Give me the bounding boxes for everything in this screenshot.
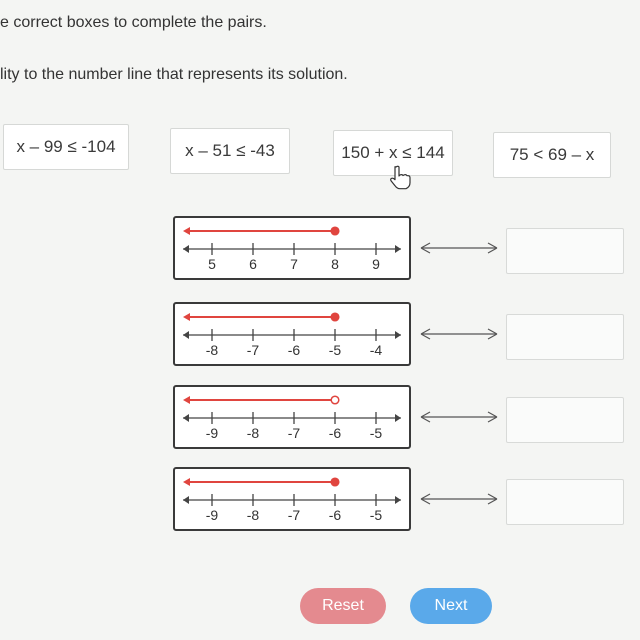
open-endpoint xyxy=(331,396,339,404)
closed-endpoint xyxy=(331,227,339,235)
tick-label: -5 xyxy=(328,342,342,358)
solution-ray-arrow xyxy=(183,396,190,404)
reset-button[interactable]: Reset xyxy=(300,588,386,624)
closed-endpoint xyxy=(331,478,339,486)
tick-label: 8 xyxy=(331,256,339,272)
axis-arrow-left xyxy=(183,331,189,339)
closed-endpoint xyxy=(331,313,339,321)
tick-label: -4 xyxy=(369,342,383,358)
solution-ray-arrow xyxy=(183,478,190,486)
axis-arrow-right xyxy=(395,331,401,339)
tick-label: -9 xyxy=(205,507,219,523)
solution-ray-arrow xyxy=(183,313,190,321)
tick-label: -8 xyxy=(205,342,219,358)
drop-target-1[interactable] xyxy=(506,228,624,274)
tick-label: -8 xyxy=(246,425,260,441)
tick-label: -7 xyxy=(287,507,301,523)
instruction-line-1: e correct boxes to complete the pairs. xyxy=(0,14,267,31)
tick-label: 7 xyxy=(290,256,298,272)
hand-pointer-icon xyxy=(387,165,413,191)
next-button[interactable]: Next xyxy=(410,588,492,624)
tick-label: -6 xyxy=(287,342,301,358)
tick-label: -7 xyxy=(287,425,301,441)
number-line-2 xyxy=(173,302,411,366)
tick-label: -7 xyxy=(246,342,260,358)
tick-label: -6 xyxy=(328,425,342,441)
double-arrow-icon xyxy=(418,492,500,506)
double-arrow-icon xyxy=(418,241,500,255)
inequality-tile-3[interactable]: 150 + x ≤ 144 xyxy=(333,130,453,176)
tick-label: -5 xyxy=(369,425,383,441)
inequality-tile-4[interactable]: 75 < 69 – x xyxy=(493,132,611,178)
axis-arrow-right xyxy=(395,496,401,504)
tick-label: -5 xyxy=(369,507,383,523)
axis-arrow-right xyxy=(395,414,401,422)
number-line-4 xyxy=(173,467,411,531)
drop-target-2[interactable] xyxy=(506,314,624,360)
tick-label: -9 xyxy=(205,425,219,441)
axis-arrow-left xyxy=(183,245,189,253)
solution-ray-arrow xyxy=(183,227,190,235)
double-arrow-icon xyxy=(418,327,500,341)
axis-arrow-left xyxy=(183,496,189,504)
tick-label: 9 xyxy=(372,256,380,272)
axis-arrow-left xyxy=(183,414,189,422)
number-line-1 xyxy=(173,216,411,280)
instruction-line-2: lity to the number line that represents its solution. xyxy=(0,66,348,83)
tick-label: 6 xyxy=(249,256,257,272)
double-arrow-icon xyxy=(418,410,500,424)
tick-label: -8 xyxy=(246,507,260,523)
tick-label: -6 xyxy=(328,507,342,523)
inequality-tile-1[interactable]: x – 99 ≤ -104 xyxy=(3,124,129,170)
number-line-3 xyxy=(173,385,411,449)
axis-arrow-right xyxy=(395,245,401,253)
inequality-tile-2[interactable]: x – 51 ≤ -43 xyxy=(170,128,290,174)
drop-target-4[interactable] xyxy=(506,479,624,525)
tick-label: 5 xyxy=(208,256,216,272)
drop-target-3[interactable] xyxy=(506,397,624,443)
